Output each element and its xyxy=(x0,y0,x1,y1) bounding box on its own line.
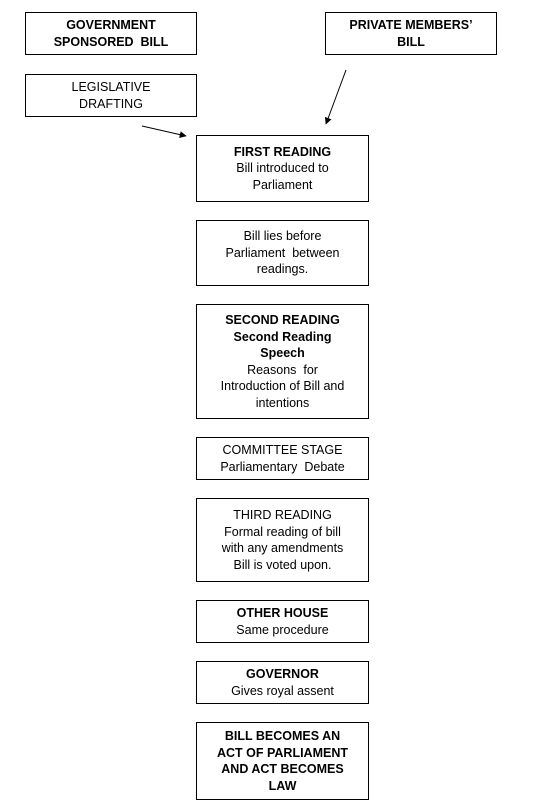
arrow-private-bill-to-first-reading xyxy=(326,70,346,124)
legislative-drafting-box: LEGISLATIVE DRAFTING xyxy=(25,74,197,117)
governor-title: GOVERNOR xyxy=(246,667,319,681)
second-reading-title: SECOND READING xyxy=(225,313,340,327)
act-of-parliament-box: BILL BECOMES AN ACT OF PARLIAMENT AND ACT BECOMES LAW xyxy=(196,722,369,800)
third-reading-box: THIRD READING Formal reading of bill with any amendments Bill is voted upon. xyxy=(196,498,369,582)
other-house-box: OTHER HOUSE Same procedure xyxy=(196,600,369,643)
private-members-bill-box: PRIVATE MEMBERS’ BILL xyxy=(325,12,497,55)
first-reading-title: FIRST READING xyxy=(233,144,332,159)
second-reading-box: SECOND READING Second Reading Speech Reasons for Introduction of Bill and intentions xyxy=(196,304,369,419)
committee-stage-box: COMMITTEE STAGE Parliamentary Debate xyxy=(196,437,369,480)
between-readings-box: Bill lies before Parliament between readings. xyxy=(196,220,369,286)
government-sponsored-bill-box: GOVERNMENT SPONSORED BILL xyxy=(25,12,197,55)
other-house-title: OTHER HOUSE xyxy=(236,606,329,620)
arrow-drafting-to-first-reading xyxy=(142,126,186,136)
first-reading-box: FIRST READING Bill introduced to Parliament xyxy=(196,135,369,202)
governor-box: GOVERNOR Gives royal assent xyxy=(196,661,369,704)
